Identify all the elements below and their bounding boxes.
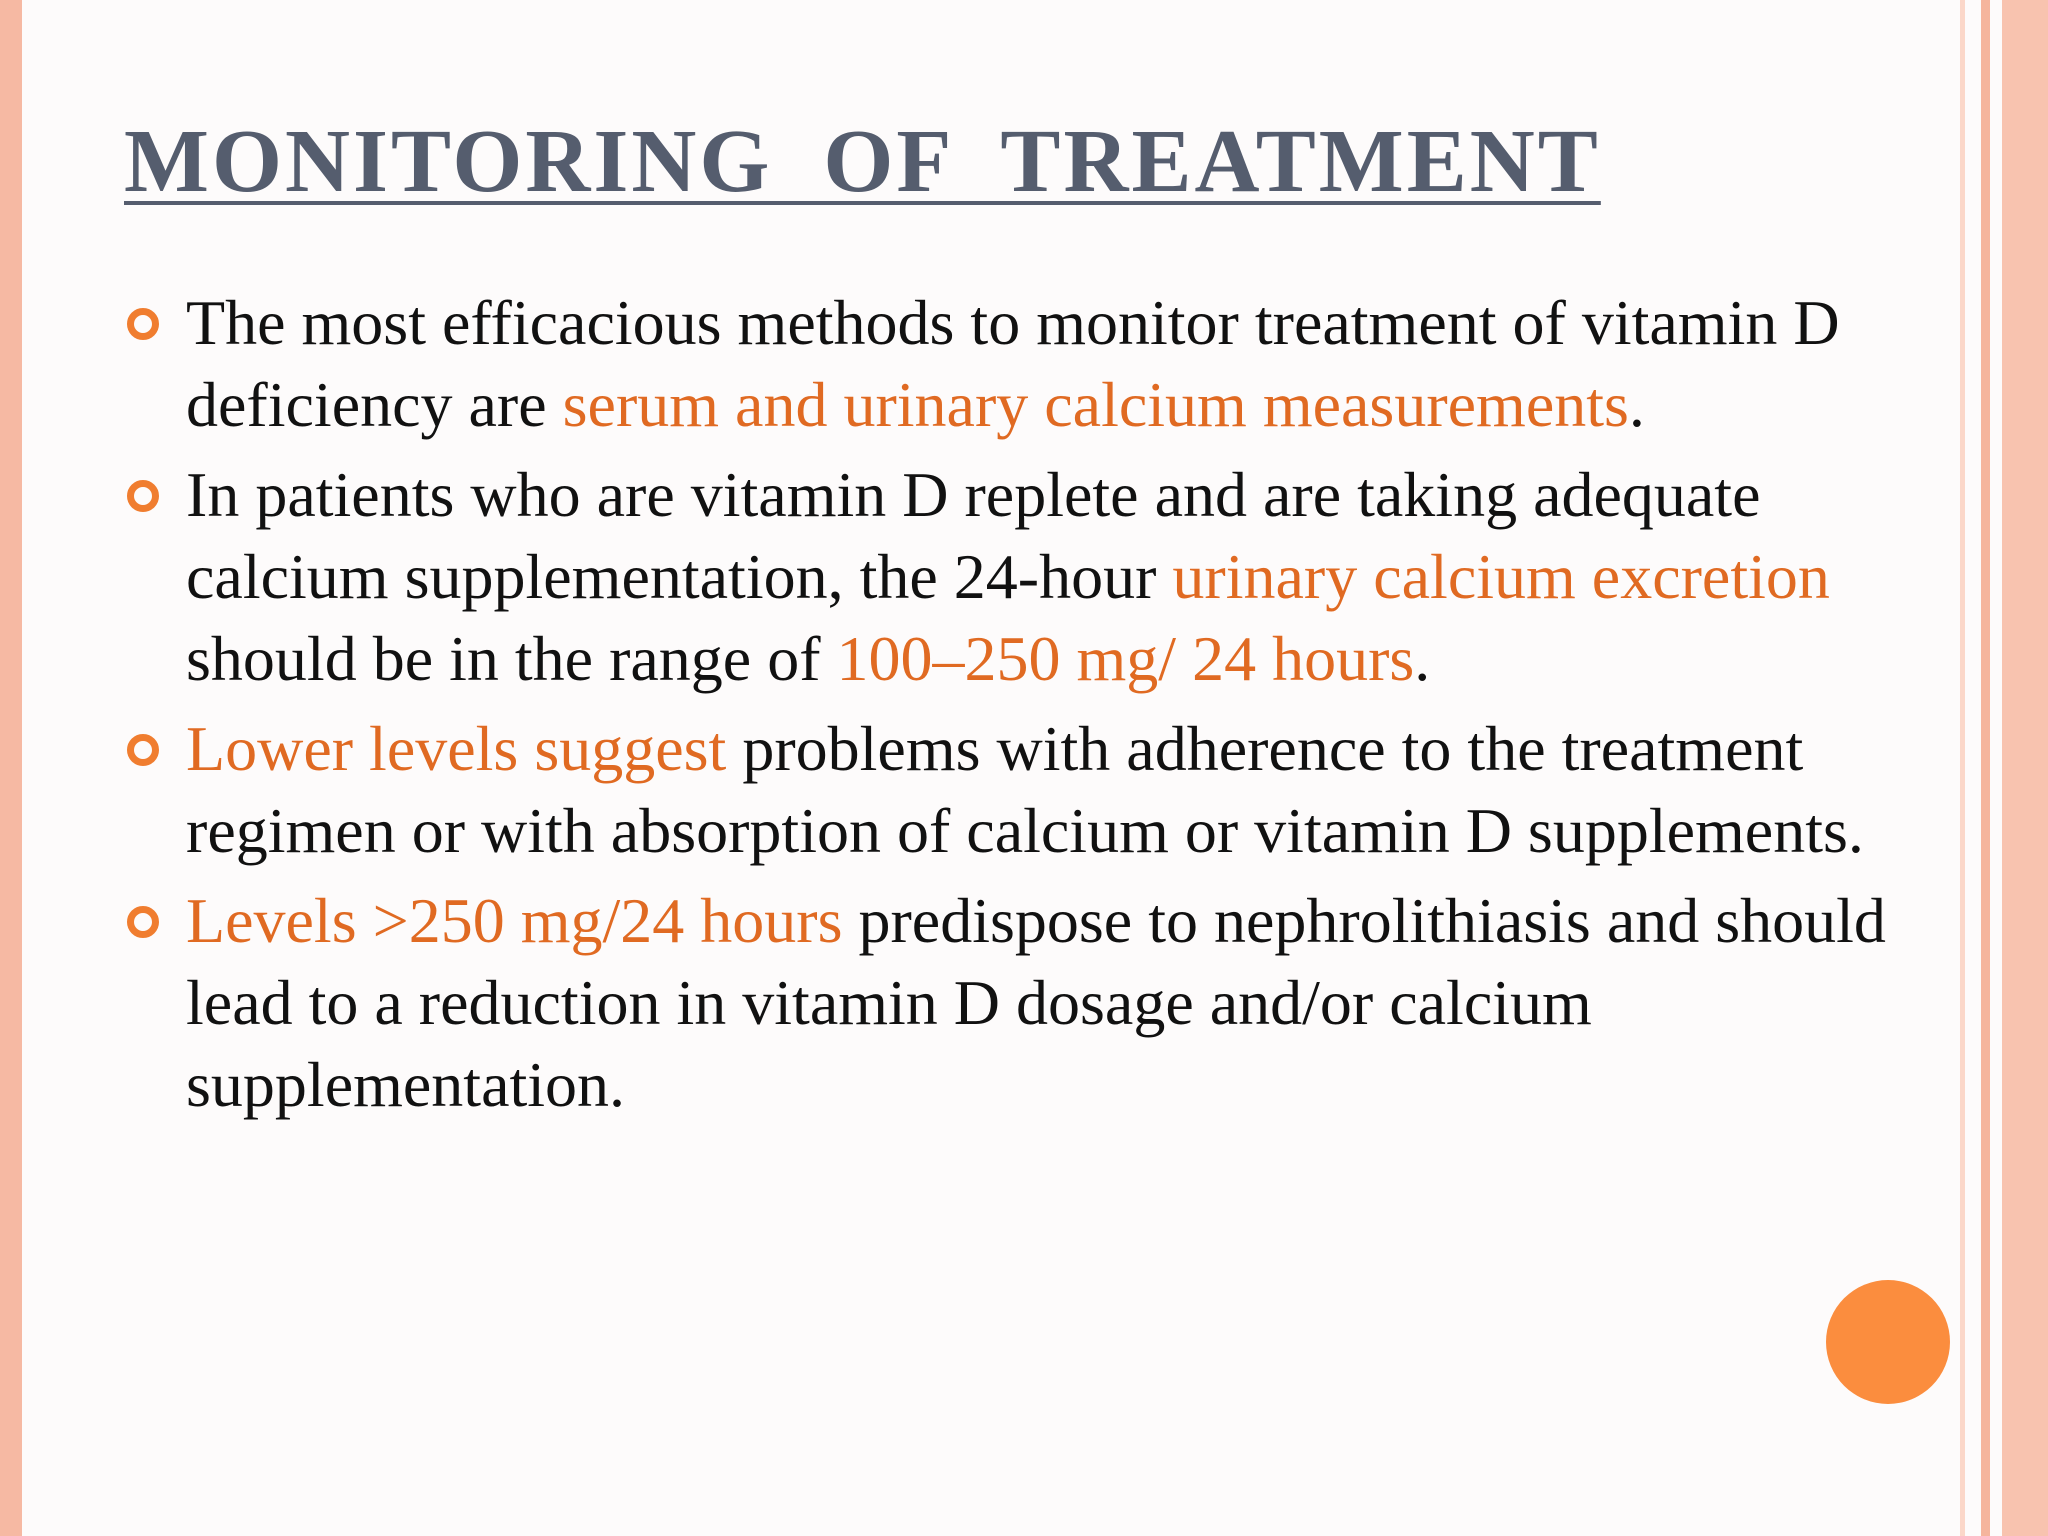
right-border-stripe-3 <box>2002 0 2048 1536</box>
left-border-stripe <box>0 0 22 1536</box>
right-border-stripe-2 <box>1981 0 1990 1536</box>
bullet-item-4 <box>124 880 1924 1126</box>
highlighted-phrase: Lower levels suggest <box>186 713 727 784</box>
bullet-text-segment: . <box>1414 623 1431 694</box>
bullet-text-segment: In patients who are vitamin D replete and are taking adequate calcium supplementation, the 24-hour <box>186 459 1761 612</box>
highlighted-phrase: urinary calcium excretion <box>1172 541 1830 612</box>
bullet-item-3 <box>124 708 1924 872</box>
slide-title: MONITORING OF TREATMENT <box>124 112 1601 211</box>
hollow-circle-bullet-icon <box>127 906 159 938</box>
highlighted-phrase: Levels >250 mg/24 hours <box>186 885 843 956</box>
bullet-text-segment: problems with adherence to the treatment regimen or with absorption of calcium or vitamin D supplements. <box>186 713 1864 866</box>
bullet-text-segment: The most efficacious methods to monitor treatment of vitamin D deficiency are <box>186 287 1840 440</box>
orange-circle-decoration <box>1826 1280 1950 1404</box>
hollow-circle-bullet-icon <box>127 308 159 340</box>
bullet-list <box>124 282 1924 1134</box>
right-border-gap-1 <box>1965 0 1981 1536</box>
bullet-text-segment: predispose to nephrolithiasis and should lead to a reduction in vitamin D dosage and/or calcium supplementation. <box>186 885 1886 1120</box>
hollow-circle-bullet-icon <box>127 480 159 512</box>
bullet-text-segment: . <box>1628 369 1645 440</box>
bullet-item-2 <box>124 454 1924 700</box>
highlighted-phrase: 100–250 mg/ 24 hours <box>836 623 1415 694</box>
hollow-circle-bullet-icon <box>127 734 159 766</box>
right-border-gap-2 <box>1990 0 2002 1536</box>
bullet-text-segment: should be in the range of <box>186 623 837 694</box>
bullet-item-1 <box>124 282 1924 446</box>
highlighted-phrase: serum and urinary calcium measurements <box>562 369 1629 440</box>
